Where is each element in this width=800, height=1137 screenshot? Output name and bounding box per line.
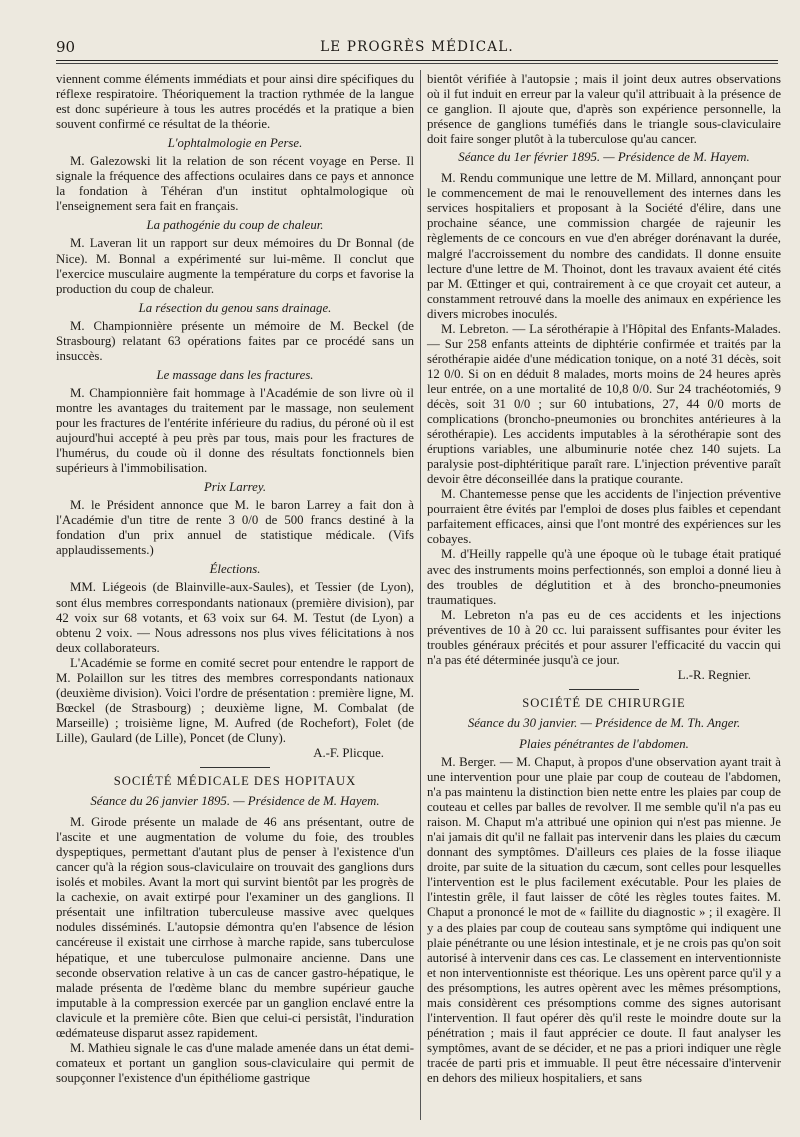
seance-30-janvier: Séance du 30 janvier. — Présidence de M. Th. Anger. — [467, 715, 741, 730]
paragraph-championniere-memoire: M. Championnière présente un mémoire de M. Beckel (de Strasbourg) relatant 63 opérations faites par ce procédé sans un insuccès. — [56, 318, 414, 363]
paragraph-lebreton-injections: M. Lebreton n'a pas eu de ces accidents et les injections préventives de 10 à 20 cc. lui paraissent suffisantes pour éviter les troubles généraux précités et pour assurer l'efficacité du vaccin qui n'a pas été déterminée jusqu'à ce jour. — [427, 607, 781, 667]
seance-1-fevrier: Séance du 1er février 1895. — Présidence de M. Hayem. — [458, 150, 750, 165]
paragraph-comite-secret: L'Académie se forme en comité secret pour entendre le rapport de M. Polaillon sur les titres des membres correspondants nationaux (deuxième division). Voici l'ordre de présentation : première ligne, M. Bœckel (de Strasbourg) ; deuxième ligne, M. Combalat (de Marseille) ; troisième ligne, M. Aufred (de Rochefort), Folet (de Lille), Gaulard (de Lille), Poncet (de Cluny). — [56, 655, 414, 745]
paragraph-galezowski: M. Galezowski lit la relation de son récent voyage en Perse. Il signale la fréquence des affections oculaires dans ce pays et annonce la fondation à Téhéran d'un institut ophtalmologique où l'enseignement sera fait en français. — [56, 154, 414, 214]
paragraph-rendu: M. Rendu communique une lettre de M. Millard, annonçant pour le commencement de mai le renouvellement des internes dans les services hospitaliers et proposant à la Société d'élire, dans une prochaine séance, une commission chargée de rajeunir les règlements de ce concours en vue d'en abréger dorénavant la durée, malgré l'accroissement du nombre des candidats. Il donne ensuite lecture d'une lettre de M. Thoinot, dont les travaux avaient été cités par M. Œttinger et qui, contrairement à ce que croyait cet auteur, a constamment retrouvé dans la moelle des animaux en expérience les divers microbes inoculés. — [427, 171, 781, 321]
paragraph-intro: viennent comme éléments immédiats et pour ainsi dire spécifiques du réflexe respiratoire. Théoriquement la traction rythmée de la langue est donc supérieure à tous les autres procédés et la pratique a bien souvent confirmé ce résultat de la théorie. — [56, 72, 414, 132]
right-column — [427, 72, 781, 1086]
heading-societe-chirurgie: SOCIÉTÉ DE CHIRURGIE — [522, 695, 686, 710]
heading-prix-larrey: Prix Larrey. — [203, 480, 267, 495]
paragraph-lebreton-serotherapie: M. Lebreton. — La sérothérapie à l'Hôpital des Enfants-Malades. — Sur 258 enfants atteints de diphtérie confirmée et traités par la sérothérapie aidée d'une médication tonique, on a noté 31 décès, soit 12 0/0. Si on en déduit 8 malades, morts moins de 24 heures après leur entrée, on a une mortalité de 10,8 0/0. Sur 24 trachéotomiés, 9 décès, soit 31 0/0 ; sur 60 intubations, 27, 44 0/0 morts de complications (broncho-pneumonies ou bronchites antérieures à la sérothérapie). Les accidents imputables à la sérothérapie sont des éruptions variables, une albuminurie notée chez 140 sujets. La paralysie post-diphtéritique paraît rare. L'injection préventive paraît devoir être déconseillée dans la pratique courante. — [427, 321, 781, 487]
journal-title: LE PROGRÈS MÉDICAL. — [320, 39, 514, 55]
paragraph-championniere-massage: M. Championnière fait hommage à l'Académie de son livre où il montre les avantages du traitement par le massage, non seulement pour les fractures de l'entérite inférieure du radius, du péroné où il est aujourd'hui accepté à peu près par tous, mais pour les fractures de l'humérus, du coude où il donne des résultats fonctionnels bien supérieurs à l'immobilisation. — [56, 385, 414, 476]
signature-plicque: A.-F. Plicque. — [313, 745, 384, 760]
heading-coup-de-chaleur: La pathogénie du coup de chaleur. — [146, 218, 324, 233]
heading-ophtalmologie: L'ophtalmologie en Perse. — [167, 136, 303, 151]
running-header — [56, 38, 778, 60]
heading-massage: Le massage dans les fractures. — [156, 367, 314, 382]
paragraph-prix-larrey: M. le Président annonce que M. le baron Larrey a fait don à l'Académie d'un titre de rente 3 0/0 de 500 francs destiné à la fondation d'un prix annuel de statistique médicale. (Vifs applaudissements.) — [56, 498, 414, 558]
seance-26-janvier: Séance du 26 janvier 1895. — Présidence de M. Hayem. — [90, 794, 380, 809]
heading-elections: Élections. — [209, 562, 261, 577]
page-number: 90 — [56, 38, 76, 56]
paragraph-girode: M. Girode présente un malade de 46 ans présentant, outre de l'ascite et une augmentation de volume du foie, des troubles dyspeptiques, permettant d'autant plus de penser à l'existence d'un cancer qu'à la région sous-claviculaire on trouvait des ganglions durs isolés et mobiles. Avant la mort qui survint bientôt par les progrès de la cachexie, on avait extirpé pour l'examiner un des ganglions. Il présentait une infiltration tuberculeuse massive avec quelques nodules disséminés. L'autopsie démontra qu'en l'absence de lésion cancéreuse il existait une cirrhose à marche rapide, sans tuberculose hépatique, et une tuberculose pulmonaire ancienne. Dans une seconde observation relative à un cas de cancer gastro-hépatique, le malade présenta de l'œdème blanc du membre supérieur gauche imputable à la compression exercée par un ganglion enclavé entre la clavicule et la première côte. Bien que celui-ci persistât, l'induration œdémateuse disparut assez rapidement. — [56, 815, 414, 1040]
paragraph-laveran: M. Laveran lit un rapport sur deux mémoires du Dr Bonnal (de Nice). M. Bonnal a expérimenté sur lui-même. Il conclut que l'exercice musculaire augmente la température du corps et favorise la production du coup de chaleur. — [56, 236, 414, 296]
header-rule — [56, 60, 778, 64]
heading-resection-genou: La résection du genou sans drainage. — [138, 300, 332, 315]
paragraph-chantemesse: M. Chantemesse pense que les accidents de l'injection préventive pourraient être évités par l'emploi de doses plus faibles et cependant parfaitement efficaces, ainsi que l'ont montré des expériences sur les cobayes. — [427, 487, 781, 547]
left-column — [56, 72, 414, 1086]
paragraph-continuation: bientôt vérifiée à l'autopsie ; mais il joint deux autres observations où il fut induit en erreur par la valeur qu'il attribuait à la présence de ce ganglion. Il ajoute que, d'après son expérience personnelle, la présence de ganglions tuméfiés dans le triangle sous-claviculaire doit faire songer plutôt à la tuberculose qu'au cancer. — [427, 72, 781, 147]
signature-regnier: L.-R. Regnier. — [677, 667, 751, 682]
paragraph-elections: MM. Liégeois (de Blainville-aux-Saules), et Tessier (de Lyon), sont élus membres correspondants nationaux (première division), par 42 voix sur 68 votants, et 63 voix sur 64. M. Testut (de Lyon) a obtenu 2 voix. — Nous adressons nos plus vives félicitations à nos deux collaborateurs. — [56, 580, 414, 655]
section-rule — [200, 767, 270, 768]
paragraph-mathieu: M. Mathieu signale le cas d'une malade amenée dans un état demi-comateux et portant un ganglion sous-claviculaire qui permit de soupçonner l'existence d'un épithéliome gastrique — [56, 1040, 414, 1085]
heading-societe-medicale-hopitaux: SOCIÉTÉ MÉDICALE DES HOPITAUX — [113, 774, 357, 789]
column-divider — [420, 70, 421, 1120]
paragraph-berger: M. Berger. — M. Chaput, à propos d'une observation ayant trait à une intervention pour une plaie par coup de couteau de l'abdomen, n'a pas maintenu la distinction bien nette entre les plaies par coup de couteau et celles par balles de revolver. Il me semble qu'il n'a pas eu raison. M. Chaput m'a attribué une opinion qui n'est pas mienne. Je n'ai jamais dit qu'il ne fallait pas intervenir dans les plaies du cæcum donnant des symptômes. D'ailleurs ces plaies de la fosse iliaque droite, par suite de la situation du cæcum, sont celles pour lesquelles l'intervention est le plus facilement exécutable. Pour les plaies de l'intestin grêle, il faut laisser de côté les règles toutes faites. M. Chaput a prononcé le mot de « faillite du diagnostic » ; il exagère. Il y a des plaies par coup de couteau sans symptôme qui indiquent une plaie pénétrante ou une lésion intestinale, et je ne crois pas qu'on soit autorisé à intervenir dans ces cas. Le classement en interventionniste et non interventionniste est théorique. Les uns opèrent parce qu'il y a des présomptions, les autres opèrent avec les mêmes présomptions, mais considèrent ces présomptions comme des signes autorisant l'intervention. Il faut opérer dès qu'il reste le moindre doute sur la pénétration ; mais il faut apprécier ce doute. Il faut analyser les symptômes, avant de se décider, et ne pas a priori indiquer une règle tracée de parti pris et immuable. Il peut être nécessaire d'intervenir en dehors des milieux hospitaliers, et sans — [427, 755, 781, 1085]
paragraph-heilly: M. d'Heilly rappelle qu'à une époque où le tubage était pratiqué avec des instruments moins perfectionnés, son emploi a donné lieu à des troubles de déglutition et à des broncho-pneumonies traumatiques. — [427, 547, 781, 607]
section-rule — [569, 689, 639, 690]
heading-plaies-abdomen: Plaies pénétrantes de l'abdomen. — [519, 736, 689, 751]
